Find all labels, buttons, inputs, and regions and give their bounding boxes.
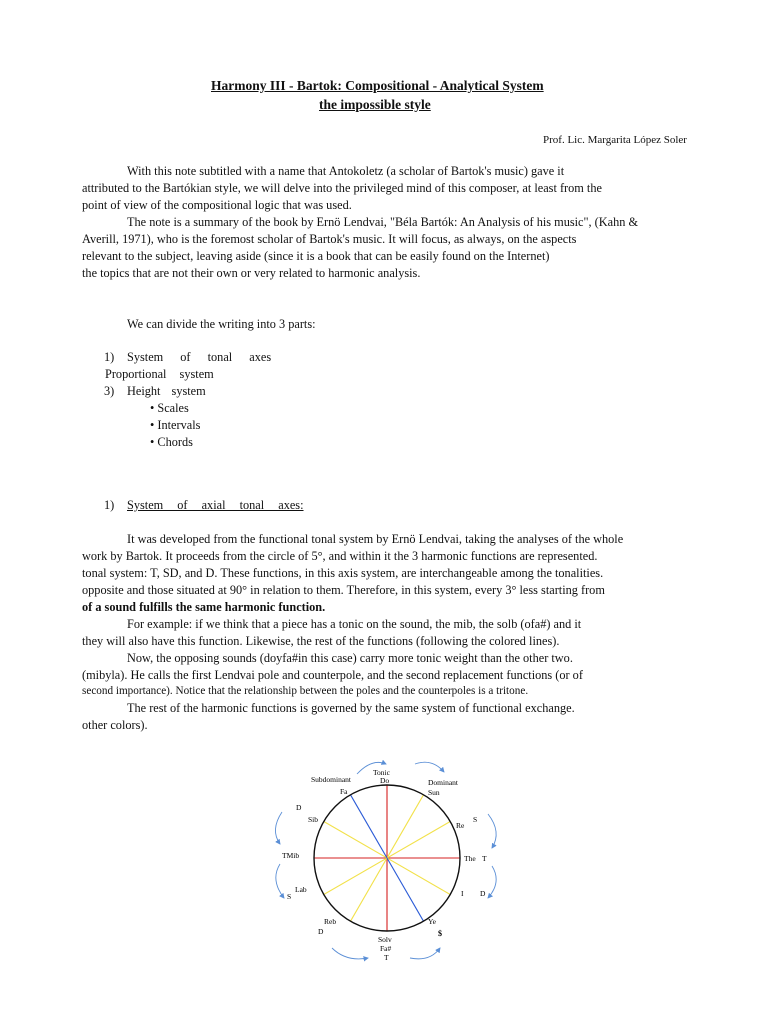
label-tonic: Tonic bbox=[373, 768, 390, 777]
section1-line6: For example: if we think that a piece has a tonic on the sound, the mib, the solb (ofa#) and it bbox=[127, 617, 582, 631]
outline-bullet-scales: • Scales bbox=[150, 401, 189, 415]
divide-sentence: We can divide the writing into 3 parts: bbox=[127, 317, 316, 331]
label-s-left-bottom: S bbox=[287, 892, 292, 901]
label-t-bottom: T bbox=[384, 953, 389, 962]
axis-lines bbox=[314, 785, 460, 931]
label-solv: Solv bbox=[378, 935, 392, 944]
outline-item1-number: 1) bbox=[104, 350, 115, 364]
section1-line9: (mibyla). He calls the first Lendvai pole and counterpole, and the second replacement functions (or of bbox=[82, 668, 583, 682]
section1-line2: work by Bartok. It proceeds from the circle of 5°, and within it the 3 harmonic functions are represented. bbox=[82, 549, 598, 563]
section1-line8: Now, the opposing sounds (doyfa#in this case) carry more tonic weight than the other two. bbox=[127, 651, 573, 665]
outline-item3: Height system bbox=[127, 384, 206, 398]
label-re: Re bbox=[456, 821, 465, 830]
section1-line10: second importance). Notice that the relationship between the poles and the counterpoles is a tritone. bbox=[82, 685, 529, 697]
label-tmib: TMib bbox=[282, 851, 300, 860]
outline-item3-number: 3) bbox=[104, 384, 115, 398]
intro-p2-line3: relevant to the subject, leaving aside (since it is a book that can be easily found on the Internet) bbox=[82, 249, 550, 263]
arrow-right-upper-icon bbox=[488, 814, 496, 848]
section1-line3: tonal system: T, SD, and D. These functions, in this axis system, are interchangeable among the tonalities. bbox=[82, 566, 604, 580]
arrow-right-lower-icon bbox=[488, 866, 496, 898]
arrow-left-lower-icon bbox=[276, 864, 284, 898]
label-t-right: T bbox=[482, 854, 487, 863]
label-d-left-top: D bbox=[296, 803, 302, 812]
outline-item2: Proportional system bbox=[105, 367, 214, 381]
section1-line12: other colors). bbox=[82, 718, 148, 732]
label-sun: Sun bbox=[428, 788, 440, 797]
intro-p2-line4: the topics that are not their own or very related to harmonic analysis. bbox=[82, 266, 421, 280]
section1-line5: of a sound fulfills the same harmonic function. bbox=[82, 600, 326, 614]
label-sib: Sib bbox=[308, 815, 319, 824]
label-dominant: Dominant bbox=[428, 778, 458, 787]
author-line: Prof. Lic. Margarita López Soler bbox=[543, 134, 687, 146]
label-reb: Reb bbox=[324, 917, 337, 926]
section1-number: 1) bbox=[104, 498, 115, 512]
outline-bullet-chords: • Chords bbox=[150, 435, 193, 449]
section1-line11: The rest of the harmonic functions is governed by the same system of functional exchange. bbox=[127, 701, 575, 715]
label-d-bottom-left: D bbox=[318, 927, 324, 936]
label-ye: Ye bbox=[428, 917, 436, 926]
arrow-left-upper-icon bbox=[275, 812, 282, 844]
intro-p2-line1: The note is a summary of the book by Ernö Lendvai, "Béla Bartók: An Analysis of his music", (Kahn & bbox=[127, 215, 639, 229]
arrow-top-right-icon bbox=[415, 762, 444, 772]
section1-line1: It was developed from the functional tonal system by Ernö Lendvai, taking the analyses of the whole bbox=[127, 532, 624, 546]
label-fa-sharp: Fa# bbox=[380, 944, 392, 953]
arrow-bottom-left-icon bbox=[332, 948, 368, 959]
intro-p1-line3: point of view of the compositional logic that was used. bbox=[82, 198, 352, 212]
section1-line4: opposite and those situated at 90° in relation to them. Therefore, in this system, every 3° less starting from bbox=[82, 583, 605, 597]
label-s-right-top: S bbox=[473, 815, 478, 824]
arrow-bottom-right-icon bbox=[410, 948, 440, 959]
label-subdominant: Subdominant bbox=[311, 775, 352, 784]
outline-bullet-intervals: • Intervals bbox=[150, 418, 201, 432]
label-do: Do bbox=[380, 776, 390, 785]
intro-p1-line2: attributed to the Bartókian style, we will delve into the privileged mind of this composer, at least from the bbox=[82, 181, 602, 195]
label-s-green: $ bbox=[438, 929, 442, 938]
intro-p1-line1: With this note subtitled with a name that Antokoletz (a scholar of Bartok's music) gave it bbox=[127, 164, 565, 178]
label-d-right: D bbox=[480, 889, 486, 898]
label-fa: Fa bbox=[340, 787, 348, 796]
outline-item1: System of tonal axes bbox=[127, 350, 272, 364]
label-lab: Lab bbox=[295, 885, 307, 894]
section1-line7: they will also have this function. Likewise, the rest of the functions (following the colored lines). bbox=[82, 634, 560, 648]
section1-heading: System of axial tonal axes: bbox=[127, 498, 304, 512]
intro-p2-line2: Averill, 1971), who is the foremost scholar of Bartok's music. It will focus, as always, on the aspects bbox=[82, 232, 577, 246]
label-i: I bbox=[461, 889, 464, 898]
document-subtitle: the impossible style bbox=[319, 97, 431, 112]
tonal-axis-diagram bbox=[262, 752, 512, 967]
label-the: The bbox=[464, 854, 476, 863]
document-title: Harmony III - Bartok: Compositional - Analytical System bbox=[211, 78, 544, 93]
